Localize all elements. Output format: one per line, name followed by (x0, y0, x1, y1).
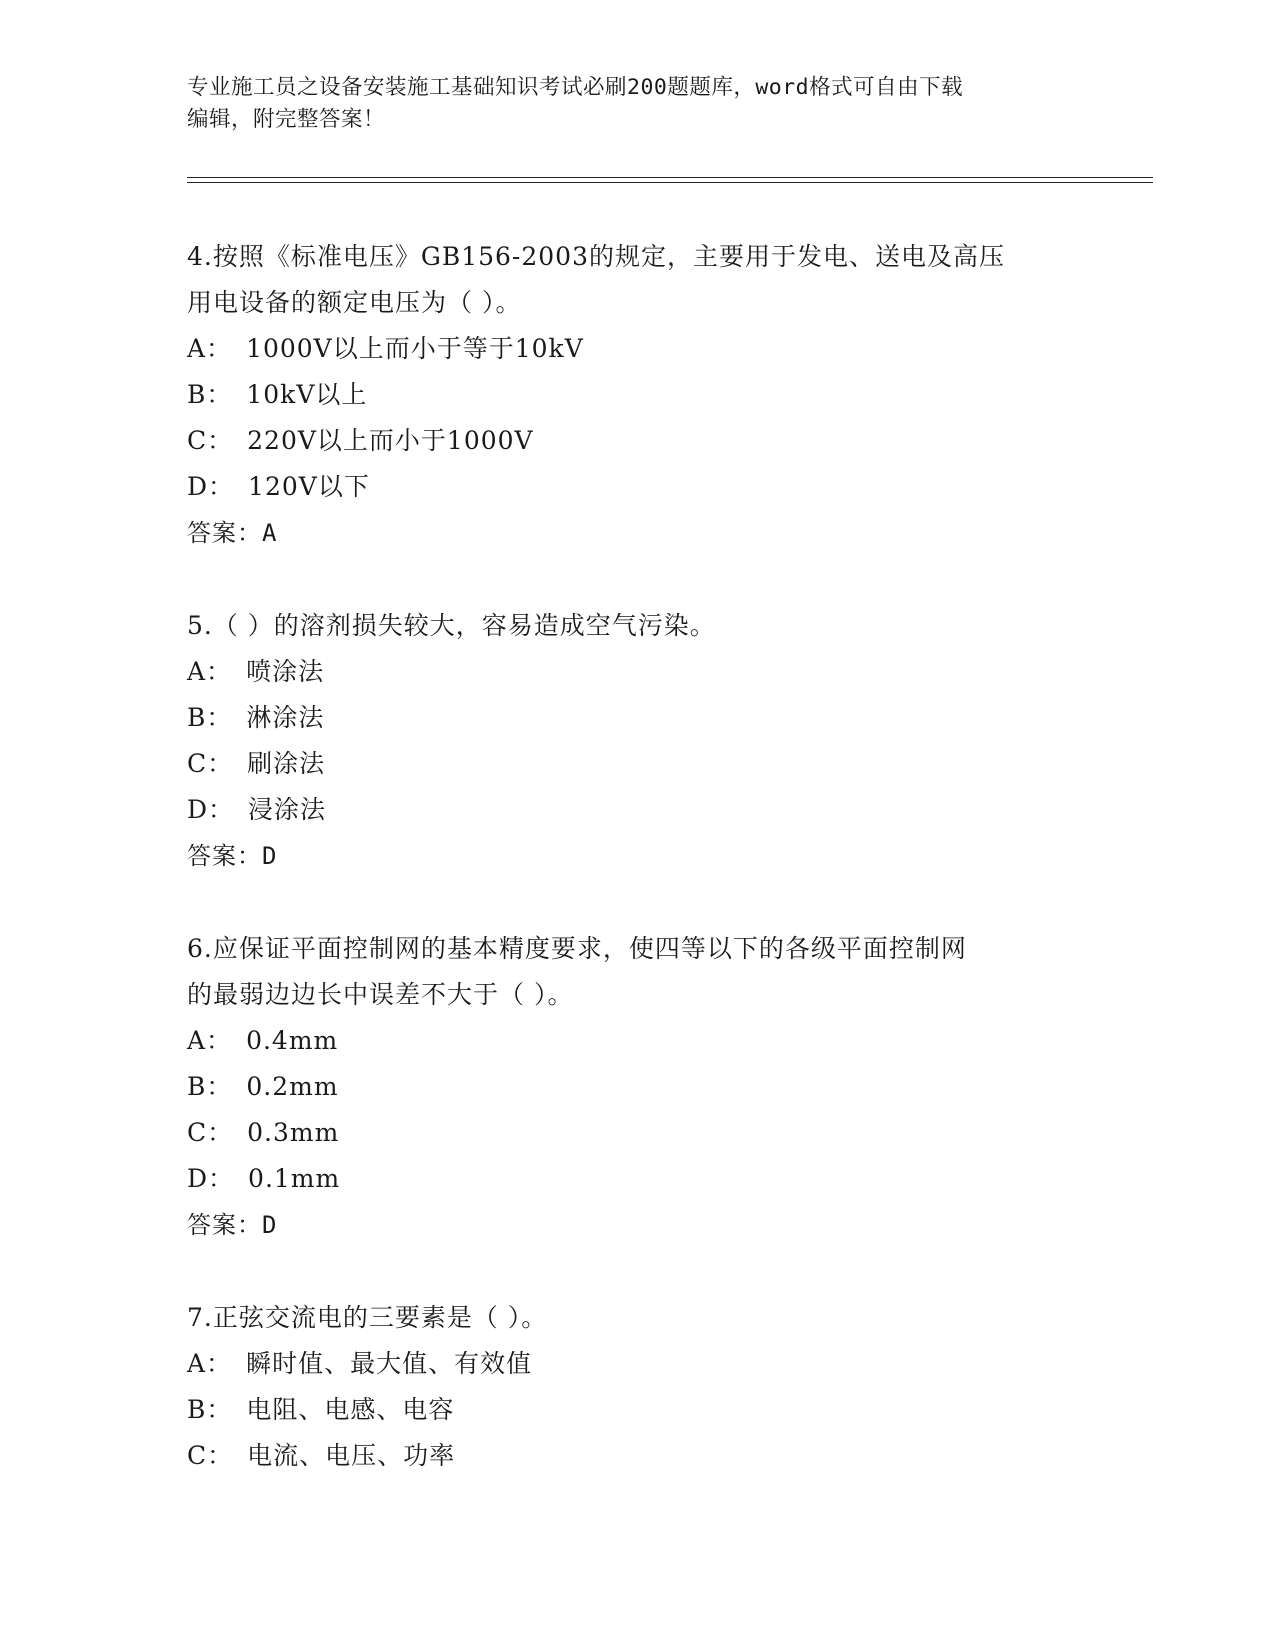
question-stem-line: 6.应保证平面控制网的基本精度要求，使四等以下的各级平面控制网 (187, 934, 967, 963)
option-key: D： (187, 795, 235, 824)
option-text: 浸涂法 (248, 795, 327, 824)
question-stem-line: 5.（ ）的溶剂损失较大，容易造成空气污染。 (187, 611, 716, 640)
question-7 (187, 1295, 1067, 1479)
document-header (187, 72, 1067, 136)
option-text: 电流、电压、功率 (247, 1441, 456, 1470)
option-text: 0.2mm (246, 1072, 339, 1101)
question-list (187, 234, 1067, 1526)
option-a (187, 649, 1067, 695)
option-key: D： (187, 472, 235, 501)
header-title-line-1: 专业施工员之设备安装施工基础知识考试必刷200题题库，word格式可自由下载 (187, 75, 964, 100)
option-text: 刷涂法 (247, 749, 326, 778)
question-stem-line: 用电设备的额定电压为（ ）。 (187, 288, 522, 317)
option-b (187, 695, 1067, 741)
option-key: B： (187, 1395, 233, 1424)
question-4 (187, 234, 1067, 556)
option-key: A： (187, 1026, 233, 1055)
option-a (187, 1341, 1067, 1387)
answer-line: 答案：D (187, 842, 278, 870)
option-text: 淋涂法 (246, 703, 325, 732)
option-key: C： (187, 426, 234, 455)
option-text: 0.1mm (248, 1164, 341, 1193)
option-c (187, 741, 1067, 787)
option-d (187, 787, 1067, 833)
option-c (187, 1110, 1067, 1156)
option-text: 喷涂法 (246, 657, 325, 686)
option-text: 瞬时值、最大值、有效值 (246, 1349, 533, 1378)
option-d (187, 1156, 1067, 1202)
option-text: 1000V以上而小于等于10kV (246, 334, 584, 363)
option-key: A： (187, 1349, 233, 1378)
option-key: B： (187, 380, 233, 409)
answer-line: 答案：A (187, 519, 278, 547)
question-5 (187, 603, 1067, 879)
question-stem (187, 1295, 1067, 1341)
option-text: 10kV以上 (246, 380, 368, 409)
option-b (187, 372, 1067, 418)
option-b (187, 1064, 1067, 1110)
option-key: A： (187, 657, 233, 686)
option-key: C： (187, 749, 234, 778)
option-text: 0.4mm (246, 1026, 339, 1055)
option-a (187, 326, 1067, 372)
question-6 (187, 926, 1067, 1248)
option-key: C： (187, 1118, 234, 1147)
option-text: 0.3mm (247, 1118, 340, 1147)
option-text: 电阻、电感、电容 (246, 1395, 455, 1424)
option-d (187, 464, 1067, 510)
option-key: B： (187, 1072, 233, 1101)
option-key: D： (187, 1164, 235, 1193)
option-text: 220V以上而小于1000V (247, 426, 534, 455)
header-title-line-2: 编辑，附完整答案！ (187, 107, 386, 132)
question-stem-line: 7.正弦交流电的三要素是（ ）。 (187, 1303, 548, 1332)
question-stem-line: 4.按照《标准电压》GB156-2003的规定，主要用于发电、送电及高压 (187, 242, 1005, 271)
header-divider-bottom (187, 182, 1153, 183)
question-stem (187, 234, 1067, 326)
option-key: C： (187, 1441, 234, 1470)
option-text: 120V以下 (248, 472, 370, 501)
option-c (187, 418, 1067, 464)
option-a (187, 1018, 1067, 1064)
option-key: B： (187, 703, 233, 732)
question-stem (187, 926, 1067, 1018)
question-stem-line: 的最弱边边长中误差不大于（ ）。 (187, 980, 574, 1009)
option-c (187, 1433, 1067, 1479)
header-divider-top (187, 177, 1153, 178)
option-b (187, 1387, 1067, 1433)
question-stem (187, 603, 1067, 649)
answer-line: 答案：D (187, 1211, 278, 1239)
option-key: A： (187, 334, 233, 363)
